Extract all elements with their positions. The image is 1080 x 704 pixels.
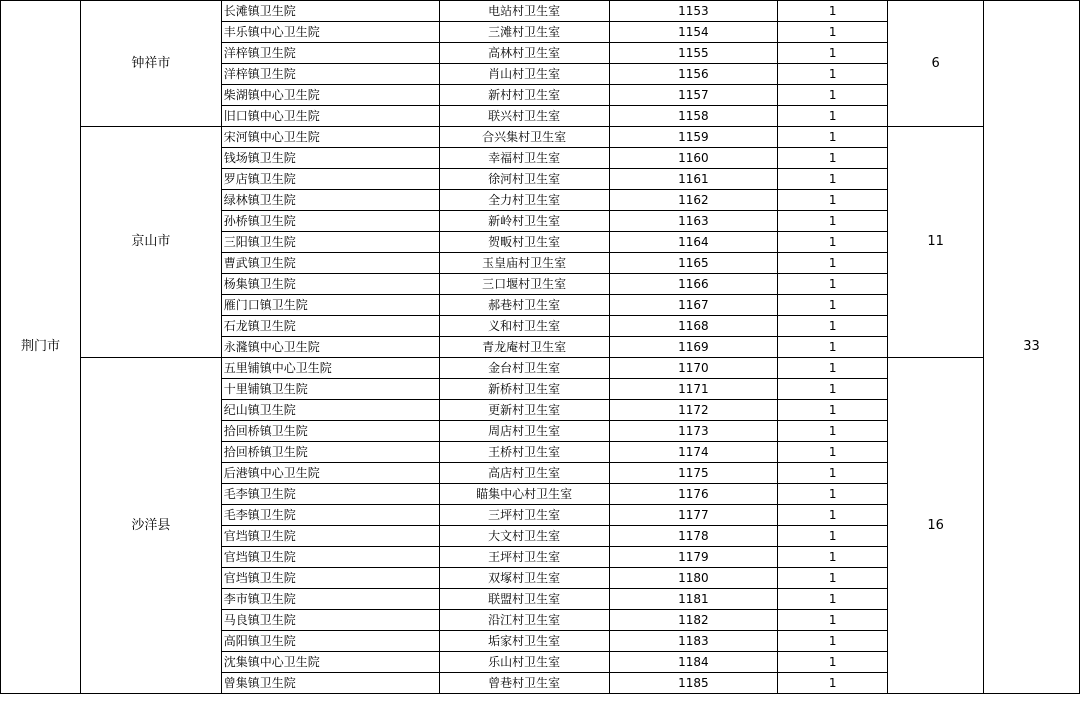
station-cell: 曾巷村卫生室 (439, 673, 609, 694)
station-cell: 三口堰村卫生室 (439, 274, 609, 295)
station-cell: 贺畈村卫生室 (439, 232, 609, 253)
quantity-cell: 1 (778, 190, 888, 211)
table-row (1, 1, 1080, 22)
station-cell: 王坪村卫生室 (439, 547, 609, 568)
hospital-cell: 官垱镇卫生院 (221, 547, 439, 568)
hospital-cell: 纪山镇卫生院 (221, 400, 439, 421)
station-cell: 新桥村卫生室 (439, 379, 609, 400)
hospital-cell: 石龙镇卫生院 (221, 316, 439, 337)
hospital-cell: 马良镇卫生院 (221, 610, 439, 631)
station-cell: 义和村卫生室 (439, 316, 609, 337)
hospital-cell: 杨集镇卫生院 (221, 274, 439, 295)
quantity-cell: 1 (778, 652, 888, 673)
station-cell: 高店村卫生室 (439, 463, 609, 484)
hospital-cell: 五里铺镇中心卫生院 (221, 358, 439, 379)
quantity-cell: 1 (778, 358, 888, 379)
hospital-cell: 长滩镇卫生院 (221, 1, 439, 22)
station-cell: 大文村卫生室 (439, 526, 609, 547)
hospital-cell: 洋梓镇卫生院 (221, 43, 439, 64)
hospital-cell: 钱场镇卫生院 (221, 148, 439, 169)
quantity-cell: 1 (778, 400, 888, 421)
quantity-cell: 1 (778, 211, 888, 232)
table-row (1, 127, 1080, 148)
sequence-number-cell: 1182 (609, 610, 778, 631)
sequence-number-cell: 1173 (609, 421, 778, 442)
quantity-cell: 1 (778, 295, 888, 316)
sequence-number-cell: 1184 (609, 652, 778, 673)
quantity-cell: 1 (778, 1, 888, 22)
quantity-cell: 1 (778, 22, 888, 43)
county-count-cell: 6 (888, 1, 984, 127)
hospital-cell: 拾回桥镇卫生院 (221, 442, 439, 463)
hospital-cell: 罗店镇卫生院 (221, 169, 439, 190)
sequence-number-cell: 1154 (609, 22, 778, 43)
sequence-number-cell: 1161 (609, 169, 778, 190)
hospital-cell: 李市镇卫生院 (221, 589, 439, 610)
station-cell: 垢家村卫生室 (439, 631, 609, 652)
station-cell: 徐河村卫生室 (439, 169, 609, 190)
county-count-cell: 16 (888, 358, 984, 694)
station-cell: 三坪村卫生室 (439, 505, 609, 526)
quantity-cell: 1 (778, 316, 888, 337)
quantity-cell: 1 (778, 148, 888, 169)
table-body (1, 1, 1080, 694)
sequence-number-cell: 1155 (609, 43, 778, 64)
quantity-cell: 1 (778, 505, 888, 526)
station-cell: 联盟村卫生室 (439, 589, 609, 610)
hospital-cell: 曾集镇卫生院 (221, 673, 439, 694)
quantity-cell: 1 (778, 484, 888, 505)
sequence-number-cell: 1181 (609, 589, 778, 610)
hospital-cell: 柴湖镇中心卫生院 (221, 85, 439, 106)
station-cell: 郝巷村卫生室 (439, 295, 609, 316)
sequence-number-cell: 1172 (609, 400, 778, 421)
quantity-cell: 1 (778, 589, 888, 610)
sequence-number-cell: 1160 (609, 148, 778, 169)
county-cell: 京山市 (80, 127, 221, 358)
hospital-cell: 毛李镇卫生院 (221, 484, 439, 505)
hospital-cell: 毛李镇卫生院 (221, 505, 439, 526)
city-cell: 荆门市 (1, 1, 81, 694)
county-cell: 沙洋县 (80, 358, 221, 694)
station-cell: 青龙庵村卫生室 (439, 337, 609, 358)
station-cell: 沿江村卫生室 (439, 610, 609, 631)
station-cell: 肖山村卫生室 (439, 64, 609, 85)
hospital-cell: 沈集镇中心卫生院 (221, 652, 439, 673)
station-cell: 玉皇庙村卫生室 (439, 253, 609, 274)
hospital-cell: 旧口镇中心卫生院 (221, 106, 439, 127)
station-cell: 双塚村卫生室 (439, 568, 609, 589)
sequence-number-cell: 1175 (609, 463, 778, 484)
quantity-cell: 1 (778, 547, 888, 568)
sequence-number-cell: 1179 (609, 547, 778, 568)
sequence-number-cell: 1162 (609, 190, 778, 211)
quantity-cell: 1 (778, 463, 888, 484)
station-cell: 乐山村卫生室 (439, 652, 609, 673)
hospital-cell: 曹武镇卫生院 (221, 253, 439, 274)
sequence-number-cell: 1166 (609, 274, 778, 295)
hospital-cell: 高阳镇卫生院 (221, 631, 439, 652)
hospital-cell: 拾回桥镇卫生院 (221, 421, 439, 442)
sequence-number-cell: 1183 (609, 631, 778, 652)
quantity-cell: 1 (778, 631, 888, 652)
quantity-cell: 1 (778, 274, 888, 295)
quantity-cell: 1 (778, 526, 888, 547)
quantity-cell: 1 (778, 106, 888, 127)
sequence-number-cell: 1159 (609, 127, 778, 148)
station-cell: 瞄集中心村卫生室 (439, 484, 609, 505)
county-count-cell: 11 (888, 127, 984, 358)
hospital-cell: 官垱镇卫生院 (221, 568, 439, 589)
sequence-number-cell: 1167 (609, 295, 778, 316)
station-cell: 联兴村卫生室 (439, 106, 609, 127)
hospital-cell: 洋梓镇卫生院 (221, 64, 439, 85)
station-cell: 新村村卫生室 (439, 85, 609, 106)
quantity-cell: 1 (778, 610, 888, 631)
hospital-cell: 孙桥镇卫生院 (221, 211, 439, 232)
sequence-number-cell: 1163 (609, 211, 778, 232)
station-cell: 幸福村卫生室 (439, 148, 609, 169)
quantity-cell: 1 (778, 568, 888, 589)
station-cell: 金台村卫生室 (439, 358, 609, 379)
station-cell: 周店村卫生室 (439, 421, 609, 442)
sequence-number-cell: 1180 (609, 568, 778, 589)
station-cell: 三滩村卫生室 (439, 22, 609, 43)
hospital-cell: 三阳镇卫生院 (221, 232, 439, 253)
quantity-cell: 1 (778, 442, 888, 463)
quantity-cell: 1 (778, 127, 888, 148)
station-cell: 新岭村卫生室 (439, 211, 609, 232)
sequence-number-cell: 1164 (609, 232, 778, 253)
quantity-cell: 1 (778, 85, 888, 106)
station-cell: 高林村卫生室 (439, 43, 609, 64)
sequence-number-cell: 1174 (609, 442, 778, 463)
quantity-cell: 1 (778, 253, 888, 274)
sequence-number-cell: 1177 (609, 505, 778, 526)
sequence-number-cell: 1169 (609, 337, 778, 358)
hospital-cell: 雁门口镇卫生院 (221, 295, 439, 316)
station-cell: 更新村卫生室 (439, 400, 609, 421)
sequence-number-cell: 1158 (609, 106, 778, 127)
table-row (1, 358, 1080, 379)
quantity-cell: 1 (778, 64, 888, 85)
sequence-number-cell: 1170 (609, 358, 778, 379)
hospital-cell: 官垱镇卫生院 (221, 526, 439, 547)
quantity-cell: 1 (778, 232, 888, 253)
station-cell: 全力村卫生室 (439, 190, 609, 211)
quantity-cell: 1 (778, 337, 888, 358)
sequence-number-cell: 1176 (609, 484, 778, 505)
quantity-cell: 1 (778, 43, 888, 64)
sequence-number-cell: 1185 (609, 673, 778, 694)
sequence-number-cell: 1156 (609, 64, 778, 85)
quantity-cell: 1 (778, 379, 888, 400)
sequence-number-cell: 1165 (609, 253, 778, 274)
county-cell: 钟祥市 (80, 1, 221, 127)
sequence-number-cell: 1168 (609, 316, 778, 337)
hospital-cell: 后港镇中心卫生院 (221, 463, 439, 484)
city-total-cell: 33 (984, 1, 1080, 694)
quantity-cell: 1 (778, 169, 888, 190)
sequence-number-cell: 1157 (609, 85, 778, 106)
sequence-number-cell: 1178 (609, 526, 778, 547)
station-cell: 王桥村卫生室 (439, 442, 609, 463)
quantity-cell: 1 (778, 421, 888, 442)
quantity-cell: 1 (778, 673, 888, 694)
hospital-cell: 绿林镇卫生院 (221, 190, 439, 211)
sequence-number-cell: 1171 (609, 379, 778, 400)
hospital-cell: 十里铺镇卫生院 (221, 379, 439, 400)
sequence-number-cell: 1153 (609, 1, 778, 22)
hospital-cell: 宋河镇中心卫生院 (221, 127, 439, 148)
station-cell: 合兴集村卫生室 (439, 127, 609, 148)
hospital-cell: 永漋镇中心卫生院 (221, 337, 439, 358)
station-cell: 电站村卫生室 (439, 1, 609, 22)
hospital-cell: 丰乐镇中心卫生院 (221, 22, 439, 43)
